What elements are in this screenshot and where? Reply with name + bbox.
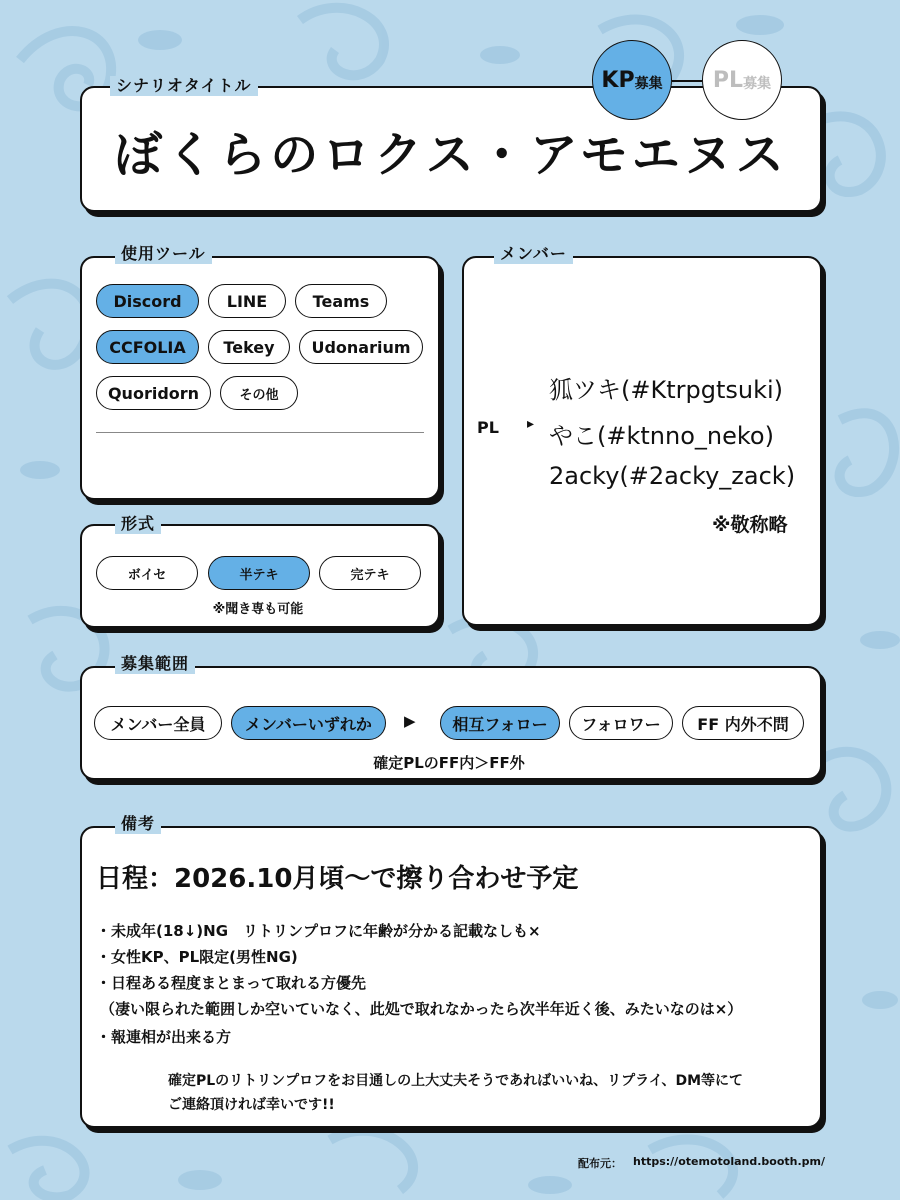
format-label: 形式 bbox=[115, 514, 161, 534]
format-full-text[interactable]: 完テキ bbox=[319, 556, 421, 590]
remark-item: ・女性KP、PL限定(男性NG) bbox=[96, 948, 298, 966]
range-followers[interactable]: フォロワー bbox=[569, 706, 673, 740]
member-name: 2acky(#2acky_zack) bbox=[549, 462, 796, 490]
range-all-members[interactable]: メンバー全員 bbox=[94, 706, 222, 740]
footer-label: 配布元： bbox=[578, 1157, 622, 1170]
kp-badge-main: KP bbox=[601, 67, 635, 93]
remark-item: ・報連相が出来る方 bbox=[96, 1028, 232, 1046]
kp-recruit-badge bbox=[592, 40, 672, 120]
pl-badge-main: PL bbox=[712, 67, 744, 93]
tool-ccfolia[interactable]: CCFOLIA bbox=[96, 330, 199, 364]
tools-divider bbox=[96, 432, 424, 433]
range-arrow: ▶ bbox=[404, 712, 416, 730]
members-label: メンバー bbox=[494, 244, 573, 264]
members-note: ※敬称略 bbox=[712, 514, 788, 536]
footer-url[interactable]: https://otemotoland.booth.pm/ bbox=[633, 1155, 826, 1168]
range-any-member[interactable]: メンバーいずれか bbox=[231, 706, 386, 740]
range-label: 募集範囲 bbox=[115, 654, 195, 674]
scenario-title-label: シナリオタイトル bbox=[110, 76, 258, 96]
closing-line: 確定PLのリトリンプロフをお目通しの上大丈夫そうであればいいね、リプライ、DM等にて bbox=[168, 1073, 744, 1089]
remark-item: ・未成年(18↓)NG リトリンプロフに年齢が分かる記載なしも× bbox=[96, 922, 541, 940]
badge-connector bbox=[672, 80, 702, 82]
kp-badge-sub: 募集 bbox=[634, 76, 663, 92]
schedule-heading: 日程：2026.10月頃〜で擦り合わせ予定 bbox=[96, 864, 579, 894]
tools-label: 使用ツール bbox=[115, 244, 212, 264]
range-note: 確定PLのFF内＞FF外 bbox=[373, 754, 525, 772]
remarks-label: 備考 bbox=[115, 814, 161, 834]
tool-teams[interactable]: Teams bbox=[295, 284, 387, 318]
scenario-title: ぼくらのロクス・アモエヌス bbox=[114, 127, 788, 183]
remark-item: （凄い限られた範囲しか空いていなく、此処で取れなかったら次半年近く後、みたいなのは×） bbox=[100, 1000, 743, 1018]
members-arrow: ▸ bbox=[527, 416, 535, 432]
tool-line[interactable]: LINE bbox=[208, 284, 286, 318]
tool-quoridorn[interactable]: Quoridorn bbox=[96, 376, 211, 410]
member-name: やこ(#ktnno_neko) bbox=[549, 422, 774, 450]
tool-udonarium[interactable]: Udonarium bbox=[299, 330, 423, 364]
range-ff-any[interactable]: FF 内外不問 bbox=[682, 706, 804, 740]
remark-item: ・日程ある程度まとまって取れる方優先 bbox=[96, 974, 367, 992]
tool-other[interactable]: その他 bbox=[220, 376, 298, 410]
member-name: 狐ツキ(#Ktrpgtsuki) bbox=[549, 376, 784, 404]
closing-line: ご連絡頂ければ幸いです!! bbox=[168, 1097, 335, 1113]
members-role: PL bbox=[477, 418, 499, 437]
pl-recruit-badge bbox=[702, 40, 782, 120]
format-note: ※聞き専も可能 bbox=[212, 602, 304, 617]
tool-discord[interactable]: Discord bbox=[96, 284, 199, 318]
tool-tekey[interactable]: Tekey bbox=[208, 330, 290, 364]
range-mutual-follow[interactable]: 相互フォロー bbox=[440, 706, 560, 740]
format-voice[interactable]: ボイセ bbox=[96, 556, 198, 590]
format-semi-text[interactable]: 半テキ bbox=[208, 556, 310, 590]
pl-badge-sub: 募集 bbox=[743, 76, 772, 92]
